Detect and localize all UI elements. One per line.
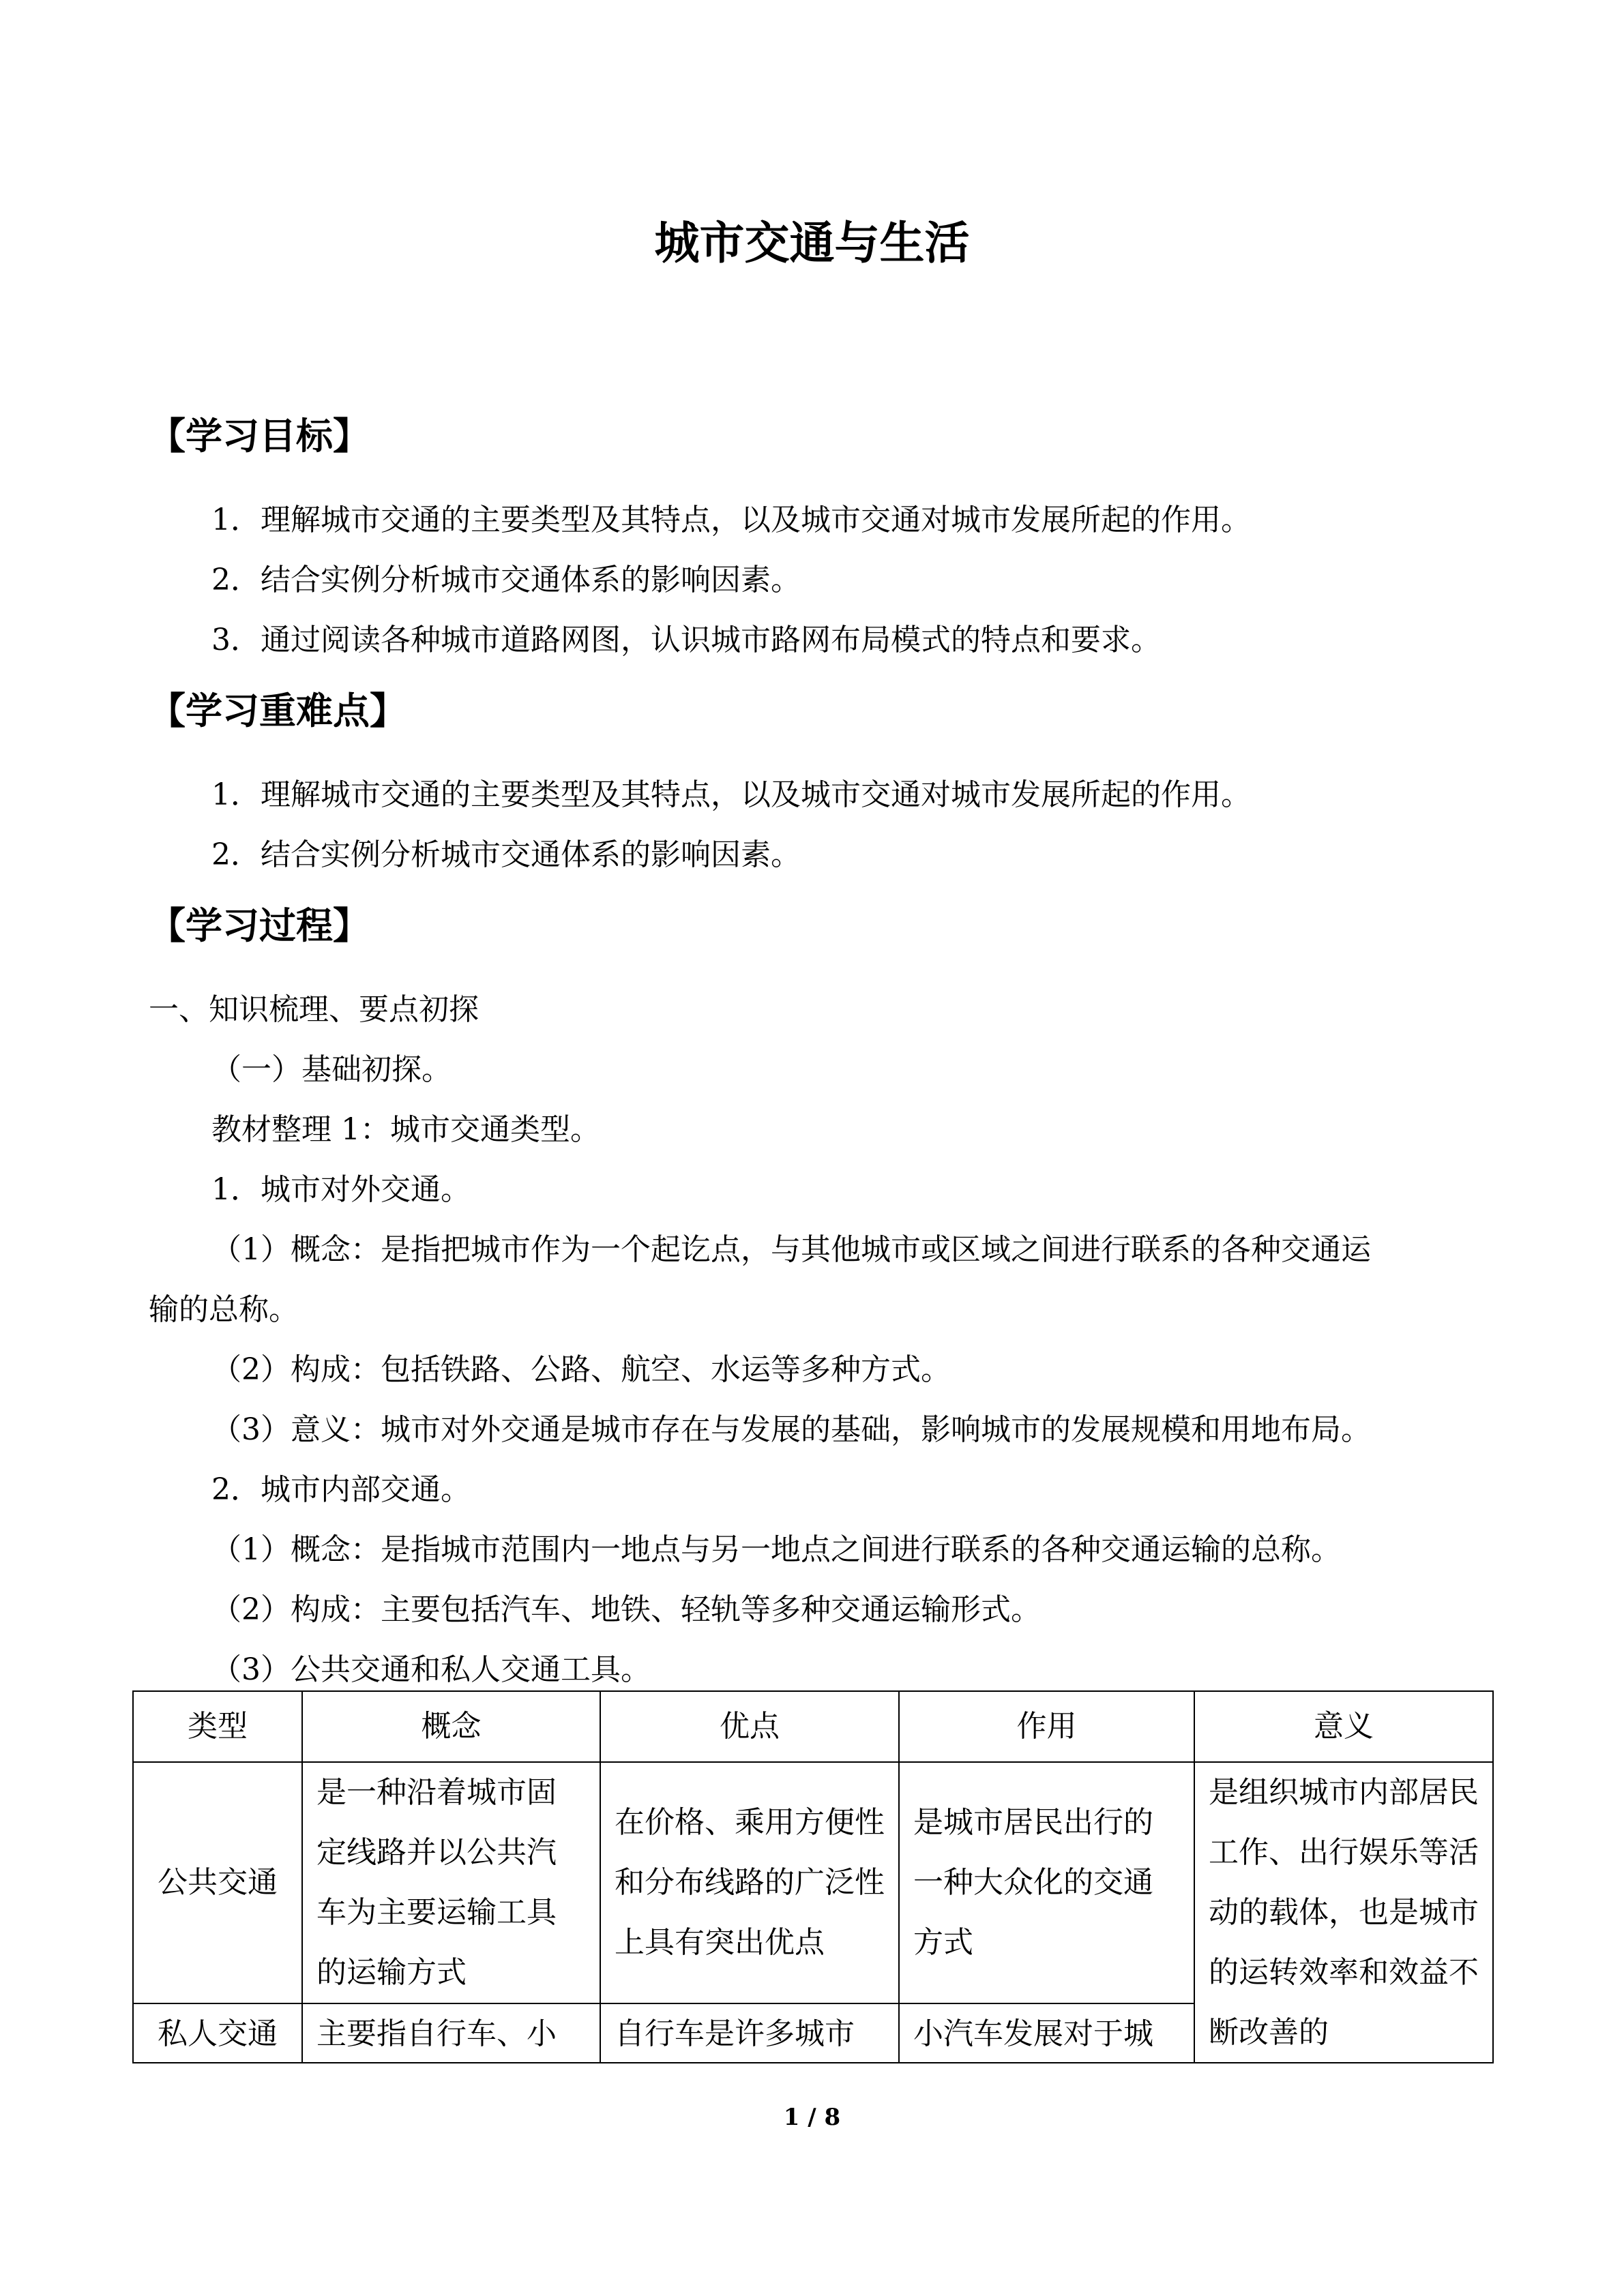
table-cell-advantage: 在价格、乘用方便性和分布线路的广泛性上具有突出优点: [600, 1762, 899, 2003]
table-cell-concept: 主要指自行车、小: [302, 2003, 600, 2073]
item2-composition: （2）构成：主要包括汽车、地铁、轻轨等多种交通运输形式。: [211, 1592, 1041, 1627]
sub1-heading: （一）基础初探。: [211, 1052, 452, 1087]
table-header-type: 类型: [133, 1691, 302, 1762]
process-heading: 【学习过程】: [149, 904, 370, 947]
table-cell-type: 公共交通: [133, 1762, 302, 2003]
table-cell-role: 小汽车发展对于城: [899, 2003, 1194, 2073]
table-cell-role: 是城市居民出行的一种大众化的交通方式: [899, 1762, 1194, 2003]
table-header-significance: 意义: [1194, 1691, 1493, 1762]
keypoint-1: 1．理解城市交通的主要类型及其特点，以及城市交通对城市发展所起的作用。: [211, 777, 1251, 812]
item1-heading: 1．城市对外交通。: [211, 1172, 471, 1207]
keypoint-2: 2．结合实例分析城市交通体系的影响因素。: [211, 837, 801, 872]
objective-2: 2．结合实例分析城市交通体系的影响因素。: [211, 563, 801, 597]
table-bottom-border: [132, 2062, 1494, 2063]
table-cell-concept: 是一种沿着城市固定线路并以公共汽车为主要运输工具的运输方式: [302, 1762, 600, 2003]
transport-table: [132, 1690, 1494, 2074]
material-heading: 教材整理 1：城市交通类型。: [211, 1112, 600, 1147]
table-header-role: 作用: [899, 1691, 1194, 1762]
item2-heading: 2．城市内部交通。: [211, 1472, 471, 1507]
objective-1: 1．理解城市交通的主要类型及其特点，以及城市交通对城市发展所起的作用。: [211, 503, 1251, 537]
page-number: 1 / 8: [783, 2104, 841, 2131]
part1-heading: 一、知识梳理、要点初探: [149, 992, 479, 1027]
item1-significance: （3）意义：城市对外交通是城市存在与发展的基础，影响城市的发展规模和用地布局。: [211, 1412, 1371, 1447]
item2-concept: （1）概念：是指城市范围内一地点与另一地点之间进行联系的各种交通运输的总称。: [211, 1532, 1341, 1567]
objective-3: 3．通过阅读各种城市道路网图，认识城市路网布局模式的特点和要求。: [211, 623, 1161, 657]
page-bottom-margin: [0, 2063, 1624, 2296]
table-cell-type: 私人交通: [133, 2003, 302, 2073]
table-header-advantage: 优点: [600, 1691, 899, 1762]
item1-composition: （2）构成：包括铁路、公路、航空、水运等多种方式。: [211, 1352, 951, 1387]
item2-public-private: （3）公共交通和私人交通工具。: [211, 1652, 651, 1687]
item1-concept-line1: （1）概念：是指把城市作为一个起讫点，与其他城市或区域之间进行联系的各种交通运: [211, 1232, 1371, 1267]
table-header-concept: 概念: [302, 1691, 600, 1762]
objectives-heading: 【学习目标】: [149, 415, 370, 458]
keypoints-heading: 【学习重难点】: [149, 689, 407, 732]
table-row: [133, 1762, 1493, 2003]
table-cell-significance: 是组织城市内部居民工作、出行娱乐等活动的载体，也是城市的运转效率和效益不断改善的: [1194, 1762, 1493, 2073]
item1-concept-line2: 输的总称。: [149, 1292, 299, 1327]
page-title: 城市交通与生活: [654, 217, 970, 269]
table-header-row: [133, 1691, 1493, 1762]
table-cell-advantage: 自行车是许多城市: [600, 2003, 899, 2073]
